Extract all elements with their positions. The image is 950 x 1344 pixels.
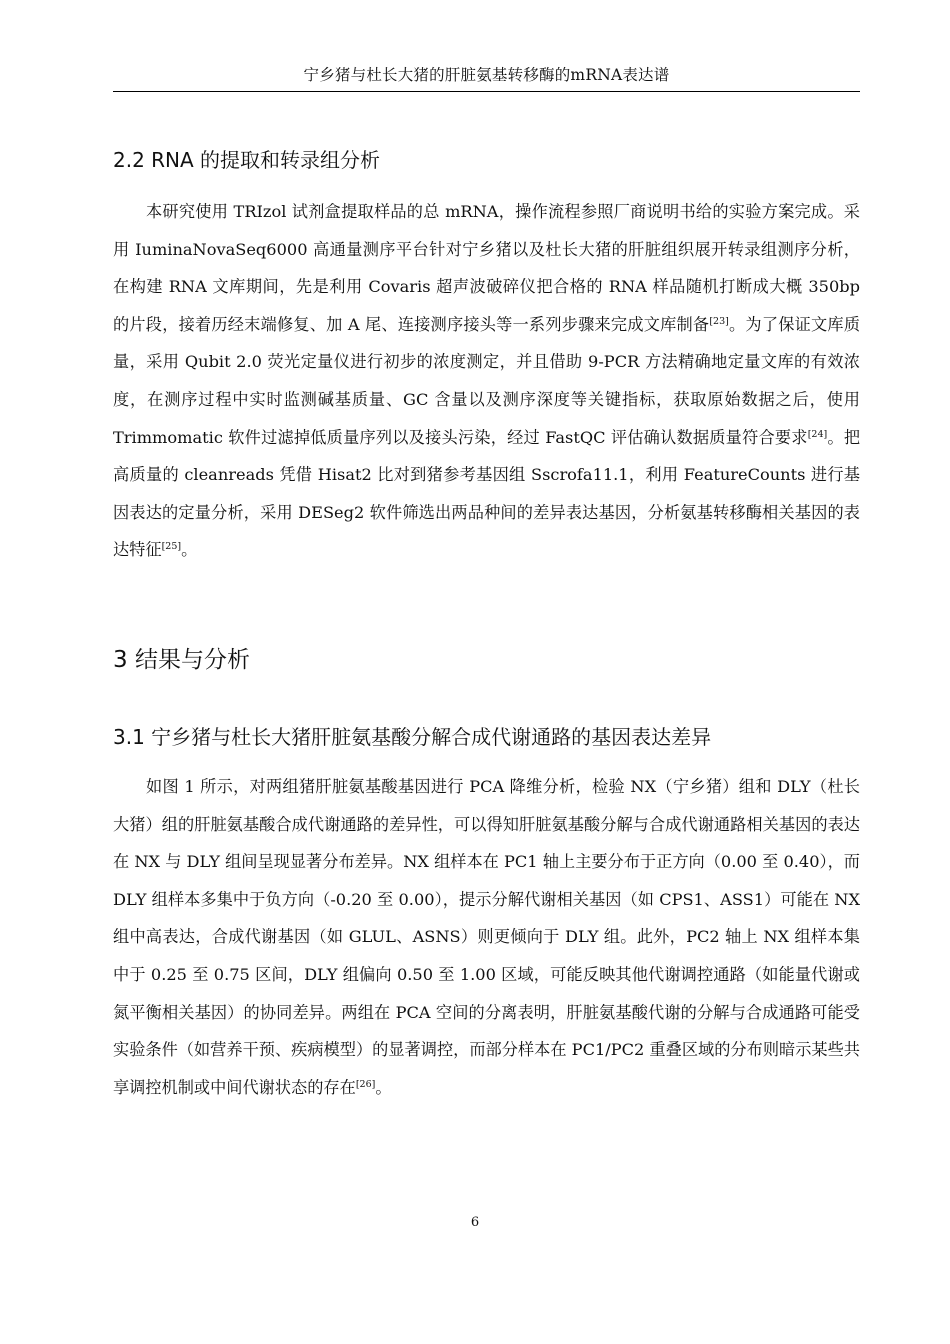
paragraph-text: 如图 1 所示，对两组猪肝脏氨基酸基因进行 PCA 降维分析，检验 NX（宁乡猪）组和 DLY（杜长大猪）组的肝脏氨基酸合成代谢通路的差异性，可以得知肝脏氨基酸分解与合成代谢通路相关基因的表达在 NX 与 DLY 组间呈现显著分布差异。NX 组样本在 PC1 轴上主要分布于正方向（0.00 至 0.40），而 DLY 组样本多集中于负方向（-0.20 至 0.00），提示分解代谢相关基因（如 CPS1、ASS1）可能在 NX 组中高表达，合成代谢基因（如 GLUL、ASNS）则更倾向于 DLY 组。此外，PC2 轴上 NX 组样本集中于 0.25 至 0.75 区间，DLY 组偏向 0.50 至 1.00 区域，可能反映其他代谢调控通路（如能量代谢或氮平衡相关基因）的协同差异。两组在 PCA 空间的分离表明，肝脏氨基酸代谢的分解与合成通路可能受实验条件（如营养干预、疾病模型）的显著调控，而部分样本在 PC1/PC2 重叠区域的分布则暗示某些共享调控机制或中间代谢状态的存在	[113, 777, 860, 1097]
paragraph-text: 本研究使用 TRIzol 试剂盒提取样品的总 mRNA，操作流程参照厂商说明书给的实验方案完成。采用 IuminaNovaSeq6000 高通量测序平台针对宁乡猪以及杜长大猪的肝脏组织展开转录组测序分析，在构建 RNA 文库期间，先是利用 Covaris 超声波破碎仪把合格的 RNA 样品随机打断成大概 350bp 的片段，接着历经末端修复、加 A 尾、连接测序接头等一系列步骤来完成文库制备	[113, 202, 860, 334]
section-3-1-heading: 3.1 宁乡猪与杜长大猪肝脏氨基酸分解合成代谢通路的基因表达差异	[113, 725, 712, 749]
section-2-2-heading: 2.2 RNA 的提取和转录组分析	[113, 148, 381, 172]
section-2-2-paragraph	[113, 193, 860, 569]
paragraph-text: 。为了保证文库质量，采用 Qubit 2.0 荧光定量仪进行初步的浓度测定，并且借助 9-PCR 方法精确地定量文库的有效浓度，在测序过程中实时监测碱基质量、GC 含量以及测序深度等关键指标，获取原始数据之后，使用 Trimmomatic 软件过滤掉低质量序列以及接头污染，经过 FastQC 评估确认数据质量符合要求	[113, 314, 861, 447]
citation: [25]	[161, 541, 182, 553]
running-title: 宁乡猪与杜长大猪的肝脏氨基转移酶的mRNA表达谱	[303, 66, 670, 84]
citation: [24]	[807, 428, 828, 440]
citation: [26]	[355, 1078, 376, 1090]
citation: [23]	[709, 315, 729, 327]
paragraph-text: 。	[181, 540, 198, 560]
section-3-heading: 3 结果与分析	[113, 647, 250, 673]
page-number: 6	[470, 1215, 480, 1230]
paragraph-text: 。把高质量的 cleanreads 凭借 Hisat2 比对到猪参考基因组 Sscrofa11.1，利用 FeatureCounts 进行基因表达的定量分析，采用 DESeg2 软件筛选出两品种间的差异表达基因，分析氨基转移酶相关基因的表达特征	[113, 427, 861, 560]
section-3-1-paragraph	[113, 768, 860, 1106]
paragraph-text: 。	[375, 1077, 392, 1097]
running-header	[113, 63, 860, 92]
